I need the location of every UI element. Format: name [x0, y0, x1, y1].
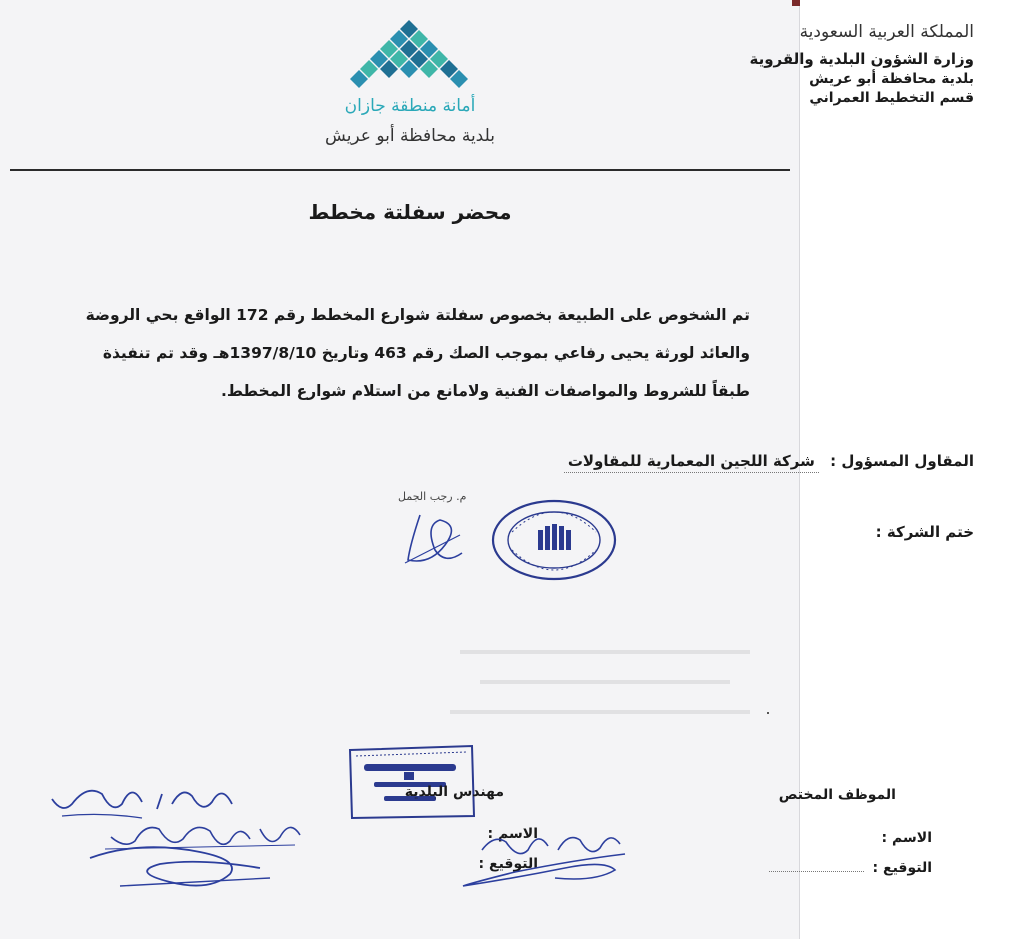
department-line: قسم التخطيط العمراني: [809, 90, 974, 106]
engineer-signature-icon: [80, 838, 280, 896]
employee-title: الموظف المختص: [778, 787, 896, 803]
ministry-line: وزارة الشؤون البلدية والقروية: [749, 50, 974, 68]
body-line-2: والعائد لورثة يحيى رفاعي بموجب الصك رقم 463 وتاريخ 1397/8/10هـ وقد تم تنفيذة: [102, 344, 750, 362]
company-stamp-icon: [490, 498, 618, 582]
contractor-value: شركة اللجين المعمارية للمقاولات: [564, 452, 819, 473]
page-edge-mark: [792, 0, 800, 6]
engineer-title: مهندس البلدية: [404, 784, 504, 800]
employee-name-row: [882, 830, 932, 846]
contractor-row: [564, 452, 974, 473]
contractor-label: المقاول المسؤول :: [830, 452, 974, 470]
header-divider: [10, 169, 790, 171]
employee-signature-icon: [455, 842, 630, 890]
diamond-lattice-logo-icon: [350, 14, 468, 94]
company-seal-row: [876, 523, 974, 541]
logo-title: أمانة منطقة جازان: [344, 96, 476, 116]
employee-sign-dots: [769, 871, 864, 872]
body-line-1: تم الشخوص على الطبيعة بخصوص سفلتة شوارع المخطط رقم 172 الواقع بحي الروضة: [85, 306, 750, 324]
speck: [767, 712, 769, 714]
body-line-3: طبقاً للشروط والمواصفات الفنية ولامانع من استلام شوارع المخطط.: [220, 382, 750, 400]
document-title: محضر سفلتة مخطط: [308, 200, 512, 224]
contractor-signature-icon: [400, 505, 470, 570]
engineer-sign-label: التوقيع :: [478, 856, 538, 872]
background-bleedthrough: [440, 640, 770, 730]
employee-sign-label: التوقيع :: [872, 860, 932, 876]
engineer-printed-name: م. رجب الجمل: [398, 490, 467, 503]
kingdom-line: المملكة العربية السعودية: [799, 22, 974, 42]
document-body: [50, 296, 750, 410]
logo-subtitle: بلدية محافظة أبو عريش: [325, 126, 495, 146]
engineer-name-label: الاسم :: [487, 826, 538, 842]
letterhead-text: [734, 22, 974, 106]
employee-name-label: الاسم :: [881, 830, 932, 846]
employee-sign-row: [769, 860, 932, 876]
department-stamp-icon: [344, 742, 478, 822]
company-seal-label: ختم الشركة :: [875, 523, 974, 541]
municipality-line: بلدية محافظة أبو عريش: [809, 71, 974, 87]
